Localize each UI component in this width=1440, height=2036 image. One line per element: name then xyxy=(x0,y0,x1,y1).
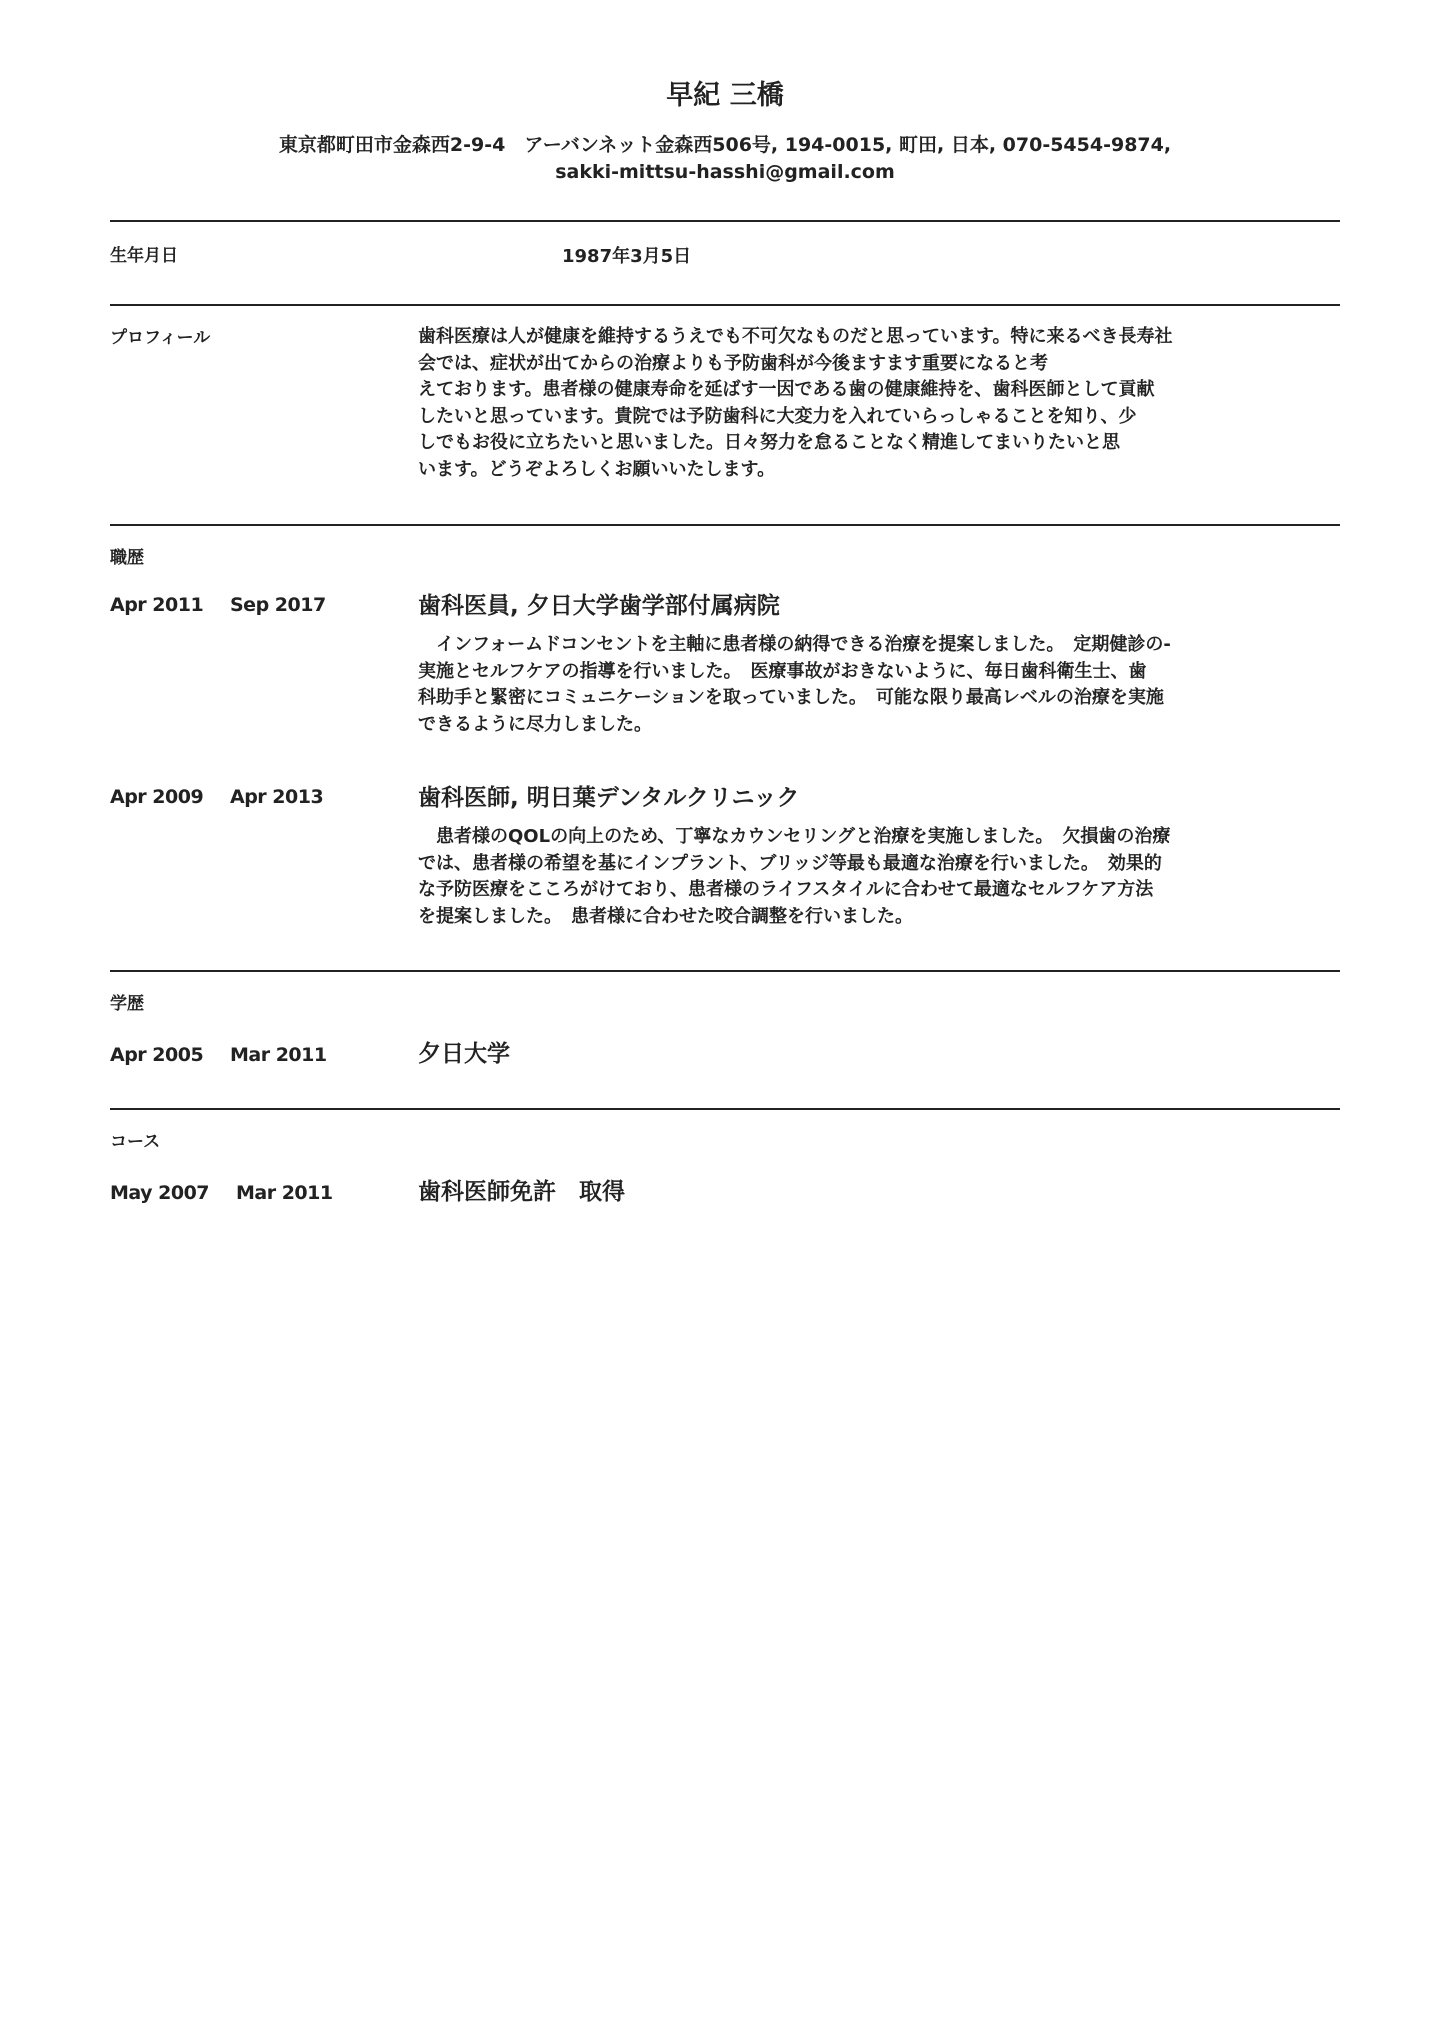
entry-end-date: Apr 2013 xyxy=(230,786,324,808)
courses-label: コース xyxy=(110,1132,161,1152)
entry-start-date: Apr 2005 xyxy=(110,1044,204,1066)
course-entry xyxy=(110,1176,1340,1236)
birth-date-section xyxy=(110,222,1340,304)
entry-end-date: Mar 2011 xyxy=(236,1182,333,1204)
contact-address-line: 東京都町田市金森西2-9-4 アーバンネット金森西506号, 194-0015, 町田, 日本, 070-5454-9874, xyxy=(278,134,1172,156)
profile-section xyxy=(110,306,1340,524)
entry-description xyxy=(418,824,1340,930)
entry-title: 歯科医師, 明日葉デンタルクリニック xyxy=(418,785,800,811)
profile-text-line: えております。患者様の健康寿命を延ばす一因である歯の健康維持を、歯科医師として貢献 xyxy=(418,379,1155,400)
education-label: 学歴 xyxy=(110,994,144,1014)
entry-title: 歯科医員, 夕日大学歯学部付属病院 xyxy=(418,593,780,619)
profile-text-line: 歯科医療は人が健康を維持するうえでも不可欠なものだと思っています。特に来るべき長寿社 xyxy=(418,326,1173,347)
entry-end-date: Mar 2011 xyxy=(230,1044,327,1066)
entry-description-line: インフォームドコンセントを主軸に患者様の納得できる治療を提案しました。 定期健診の- xyxy=(418,634,1171,655)
education-entry xyxy=(110,1038,1340,1108)
entry-title: 夕日大学 xyxy=(418,1041,510,1067)
entry-description-line: では、患者様の希望を基にインプラント、ブリッジ等最も最適な治療を行いました。 効果的 xyxy=(418,852,1162,874)
entry-description-line: できるように尽力しました。 xyxy=(418,713,652,735)
entry-description-line: な予防医療をこころがけており、患者様のライフスタイルに合わせて最適なセルフケア方法 xyxy=(418,879,1154,900)
courses-section xyxy=(110,1110,1340,1236)
experience-entry xyxy=(110,590,1340,768)
person-name: 早紀 三橋 xyxy=(666,80,784,111)
entry-description xyxy=(418,632,1340,738)
experience-section xyxy=(110,526,1340,970)
birth-date-value: 1987年3月5日 xyxy=(562,246,692,267)
entry-title: 歯科医師免許 取得 xyxy=(418,1179,625,1205)
entry-description-line: 患者様のQOLの向上のため、丁寧なカウンセリングと治療を実施しました。 欠損歯の治療 xyxy=(418,826,1171,847)
entry-description-line: 科助手と緊密にコミュニケーションを取っていました。 可能な限り最高レベルの治療を実施 xyxy=(418,687,1164,708)
resume-page xyxy=(110,0,1340,1236)
profile-text-line: います。どうぞよろしくお願いいたします。 xyxy=(418,458,776,480)
resume-header xyxy=(110,0,1340,186)
entry-description-line: 実施とセルフケアの指導を行いました。 医療事故がおきないように、毎日歯科衛生士、歯 xyxy=(418,660,1147,682)
entry-start-date: May 2007 xyxy=(110,1182,210,1204)
profile-text-line: しでもお役に立ちたいと思いました。日々努力を怠ることなく精進してまいりたいと思 xyxy=(418,432,1120,453)
contact-email-line: sakki-mittsu-hasshi@gmail.com xyxy=(555,161,895,183)
profile-label: プロフィール xyxy=(110,328,211,348)
entry-start-date: Apr 2009 xyxy=(110,786,204,808)
experience-label: 職歴 xyxy=(110,548,144,568)
profile-text-line: したいと思っています。貴院では予防歯科に大変力を入れていらっしゃることを知り、少 xyxy=(418,405,1137,427)
profile-text xyxy=(418,324,1340,483)
contact-info xyxy=(110,132,1340,186)
entry-description-line: を提案しました。 患者様に合わせた咬合調整を行いました。 xyxy=(418,905,913,927)
entry-start-date: Apr 2011 xyxy=(110,594,204,616)
profile-text-line: 会では、症状が出てからの治療よりも予防歯科が今後ますます重要になると考 xyxy=(418,352,1048,374)
experience-entry xyxy=(110,782,1340,960)
education-section xyxy=(110,972,1340,1108)
birth-date-label: 生年月日 xyxy=(110,246,178,266)
entry-end-date: Sep 2017 xyxy=(230,594,326,616)
